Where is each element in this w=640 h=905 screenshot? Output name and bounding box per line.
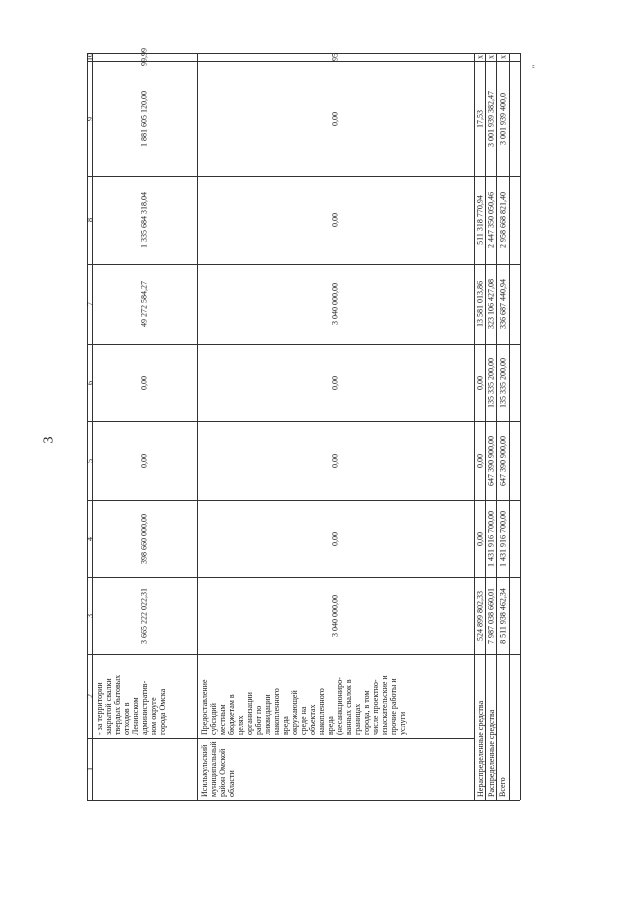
value-cell: 95 <box>330 53 340 61</box>
region-name-line: области <box>227 770 236 797</box>
table-rule-1 <box>92 53 93 800</box>
summary-value: 647 390 900,00 <box>498 435 507 486</box>
measure-text-line: - за территории <box>95 682 104 735</box>
measure-text-line: работ по <box>254 705 263 735</box>
value-cell: 1 335 684 318,04 <box>139 192 149 248</box>
measure-text-line: организации <box>245 692 254 735</box>
summary-value: 3 001 939 400,0 <box>498 92 507 145</box>
value-cell: 3 040 000,00 <box>330 283 340 325</box>
measure-text-line: административ- <box>140 680 149 735</box>
value-cell: 99,99 <box>139 48 149 66</box>
measure-text-line: целях <box>236 715 245 735</box>
value-cell: 398 660 000,00 <box>139 513 149 564</box>
table-divider-1 <box>87 738 474 739</box>
table-rule-6 <box>509 53 510 800</box>
table-divider-8 <box>87 176 520 177</box>
measure-text-line: накопленного <box>317 688 326 735</box>
table-divider-9 <box>87 61 520 62</box>
page-mark: " <box>531 64 541 69</box>
measure-text-line: ном округе <box>149 697 158 735</box>
column-number: 9 <box>85 116 94 121</box>
table-divider-0 <box>87 800 520 801</box>
column-number: 1 <box>85 767 94 771</box>
summary-value: x <box>498 55 507 59</box>
summary-value: 524 899 802,33 <box>475 590 484 641</box>
column-number: 7 <box>85 302 94 306</box>
column-number: 8 <box>85 218 94 222</box>
column-number: 2 <box>85 694 94 698</box>
measure-text-line: местным <box>218 704 227 735</box>
measure-text-line: вреда <box>326 716 335 735</box>
region-name-line: Исилькульский <box>200 744 209 797</box>
table-divider-10 <box>87 53 520 54</box>
page-number: 3 <box>41 436 57 444</box>
table-divider-3 <box>87 577 520 578</box>
region-name-line: муниципальный <box>209 741 218 797</box>
table-divider-7 <box>87 264 520 265</box>
value-cell: 3 665 222 022,31 <box>139 587 149 644</box>
value-cell: 0,00 <box>139 375 149 390</box>
measure-text-line: объектах <box>308 704 317 735</box>
measure-text-line: бюджетам в <box>227 694 236 735</box>
table-rule-4 <box>485 53 486 800</box>
summary-value: 647 390 900,00 <box>486 435 495 486</box>
measure-text-line: Предоставление <box>200 679 209 735</box>
summary-value: 135 335 200,00 <box>486 357 495 408</box>
table-rule-0 <box>87 53 88 800</box>
table-divider-6 <box>87 344 520 345</box>
measure-text-line: ликвидации <box>263 694 272 735</box>
summary-value: x <box>475 55 484 59</box>
summary-value: 135 335 200,00 <box>498 357 507 408</box>
measure-text-line: (несанкциониро- <box>335 677 344 735</box>
column-number: 4 <box>85 536 94 541</box>
value-cell: 0,00 <box>330 453 340 468</box>
table-rule-7 <box>520 53 521 800</box>
measure-text-line: города Омска <box>158 688 167 735</box>
measure-text-line: ванных свалок в <box>344 679 353 735</box>
measure-text-line: границах <box>353 703 362 735</box>
measure-text-line: закрытой свалки <box>104 678 113 735</box>
summary-value: 511 318 770,94 <box>475 195 484 245</box>
value-cell: 1 881 605 120,00 <box>139 90 149 147</box>
summary-value: 0,00 <box>475 453 484 468</box>
table-divider-2 <box>87 654 520 655</box>
summary-value: 336 687 440,94 <box>498 279 507 329</box>
region-name-line: район Омской <box>218 748 227 797</box>
value-cell: 3 040 000,00 <box>330 594 340 637</box>
table-divider-5 <box>87 421 520 422</box>
summary-value: 1 431 916 700,00 <box>498 510 507 567</box>
table-rule-5 <box>496 53 497 800</box>
summary-value: 0,00 <box>475 531 484 546</box>
measure-text-line: прочие работы и <box>389 678 398 735</box>
summary-value: 17,53 <box>475 109 484 128</box>
value-cell: 49 272 584,27 <box>139 281 149 327</box>
value-cell: 0,00 <box>330 213 340 227</box>
summary-value: x <box>486 55 495 59</box>
value-cell: 0,00 <box>330 111 340 126</box>
measure-text-line: отходов в <box>122 702 131 735</box>
table-rule-2 <box>197 53 198 800</box>
summary-value: 7 987 038 660,01 <box>486 587 495 644</box>
measure-text-line: города, в том <box>362 690 371 735</box>
summary-value: 2 447 350 050,46 <box>486 192 495 248</box>
value-cell: 0,00 <box>330 375 340 390</box>
measure-text-line: изыскательские и <box>380 675 389 735</box>
summary-value: 3 001 939 382,47 <box>486 90 495 147</box>
column-number: 5 <box>85 458 94 463</box>
summary-value: 0,00 <box>475 375 484 390</box>
measure-text-line: Ленинском <box>131 697 140 735</box>
measure-text-line: окружающей <box>290 690 299 735</box>
summary-label: Нераспределенные средства <box>476 700 485 797</box>
measure-text-line: субсидий <box>209 703 218 735</box>
summary-label: Всего <box>498 777 507 797</box>
summary-value: 1 431 916 700,00 <box>486 510 495 567</box>
measure-text-line: вреда <box>281 716 290 735</box>
column-number: 10 <box>85 53 94 61</box>
summary-value: 8 511 938 462,34 <box>498 587 507 644</box>
summary-value: 13 581 013,86 <box>475 281 484 327</box>
value-cell: 0,00 <box>330 531 340 546</box>
summary-label: Распределенные средства <box>487 709 496 797</box>
summary-value: 2 958 668 821,40 <box>498 192 507 248</box>
column-number: 6 <box>85 380 94 385</box>
value-cell: 0,00 <box>139 453 149 468</box>
measure-text-line: числе проектно- <box>371 679 380 735</box>
summary-value: 323 106 427,08 <box>486 279 495 329</box>
column-number: 3 <box>85 613 94 618</box>
measure-text-line: накопленного <box>272 688 281 735</box>
table-divider-4 <box>87 500 520 501</box>
measure-text-line: среде на <box>299 706 308 735</box>
measure-text-line: услуги <box>398 711 407 735</box>
measure-text-line: твердых бытовых <box>113 674 122 735</box>
table-rule-3 <box>474 53 475 800</box>
